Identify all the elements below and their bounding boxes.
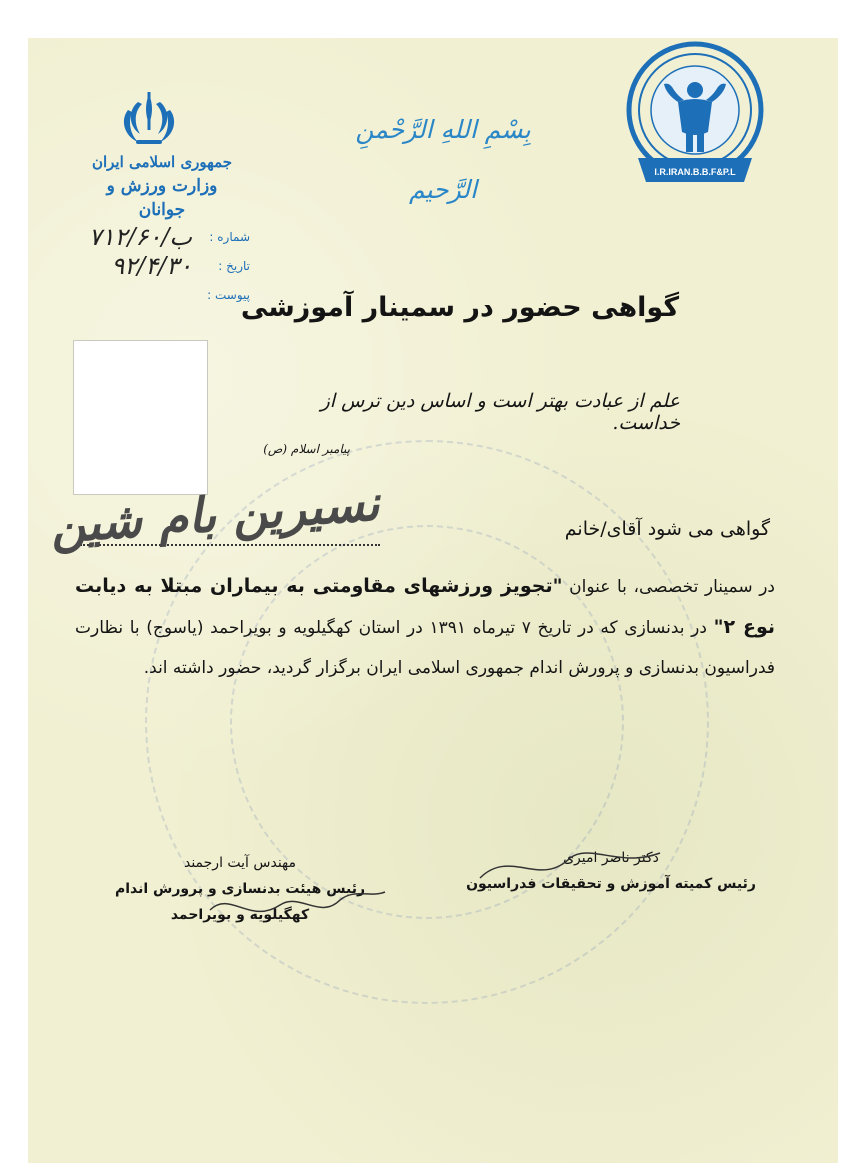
date-value: ۹۲/۴/۳۰ [111, 251, 192, 280]
federation-emblem-text: I.R.IRAN.B.B.F&P.L [654, 167, 736, 177]
hadith-quote: علم از عبادت بهتر است و اساس دین ترس از خداست. [320, 390, 680, 434]
signer-left-title-line2: کهگیلویه و بویراحمد [170, 907, 310, 923]
date-row [40, 251, 250, 280]
iran-emblem-icon [118, 90, 180, 150]
number-label: شماره : [209, 229, 250, 244]
signer-left-title-line1: رئیس هیئت بدنسازی و پرورش اندام [114, 881, 366, 897]
seminar-title: "تجویز ورزشهای مقاومتی به بیماران مبتلا به دیابت نوع ۲" [75, 575, 776, 638]
ministry-heading [82, 150, 242, 222]
attest-prefix: گواهی می شود آقای/خانم [564, 518, 770, 540]
recipient-handwritten-name: نسیرین بام شین [48, 475, 382, 555]
signature-scribble-right [470, 838, 670, 898]
ministry-line2: وزارت ورزش و جوانان [106, 176, 218, 220]
signer-left-name: مهندس آیت ارجمند [183, 855, 297, 871]
ministry-line1: جمهوری اسلامی ایران [91, 153, 233, 171]
attachment-row [40, 280, 250, 309]
federation-emblem-icon [618, 40, 773, 195]
signer-right-name: دکتر ناصر امیری [563, 850, 659, 866]
body-part1: در سمینار تخصصی، با عنوان [562, 577, 775, 597]
quote-attribution: پیامبر اسلام (ص) [263, 442, 350, 456]
document-meta [40, 222, 250, 309]
date-label: تاریخ : [218, 258, 250, 273]
certificate-title: گواهی حضور در سمینار آموزشی [240, 292, 680, 323]
number-value: ۷۱۲/ب/۶۰ [88, 222, 192, 251]
bismillah-calligraphy: بِسْمِ اللهِ الرَّحْمنِ الرَّحيم [355, 115, 531, 204]
attachment-label: پیوست : [207, 287, 250, 302]
signature-scribble-left [200, 880, 390, 940]
signer-right-title: رئیس کمیته آموزش و تحقیقات فدراسیون [466, 876, 756, 892]
body-part2: در بدنسازی که در تاریخ ۷ تیرماه ۱۳۹۱ در استان کهگیلویه و بویراحمد (یاسوج) با نظارت فدراسیون بدنسازی و پرورش اندام جمهوری اسلامی ایران برگزار گردید، حضور داشته اند. [75, 618, 775, 678]
certificate-body [75, 566, 775, 688]
number-row [40, 222, 250, 251]
